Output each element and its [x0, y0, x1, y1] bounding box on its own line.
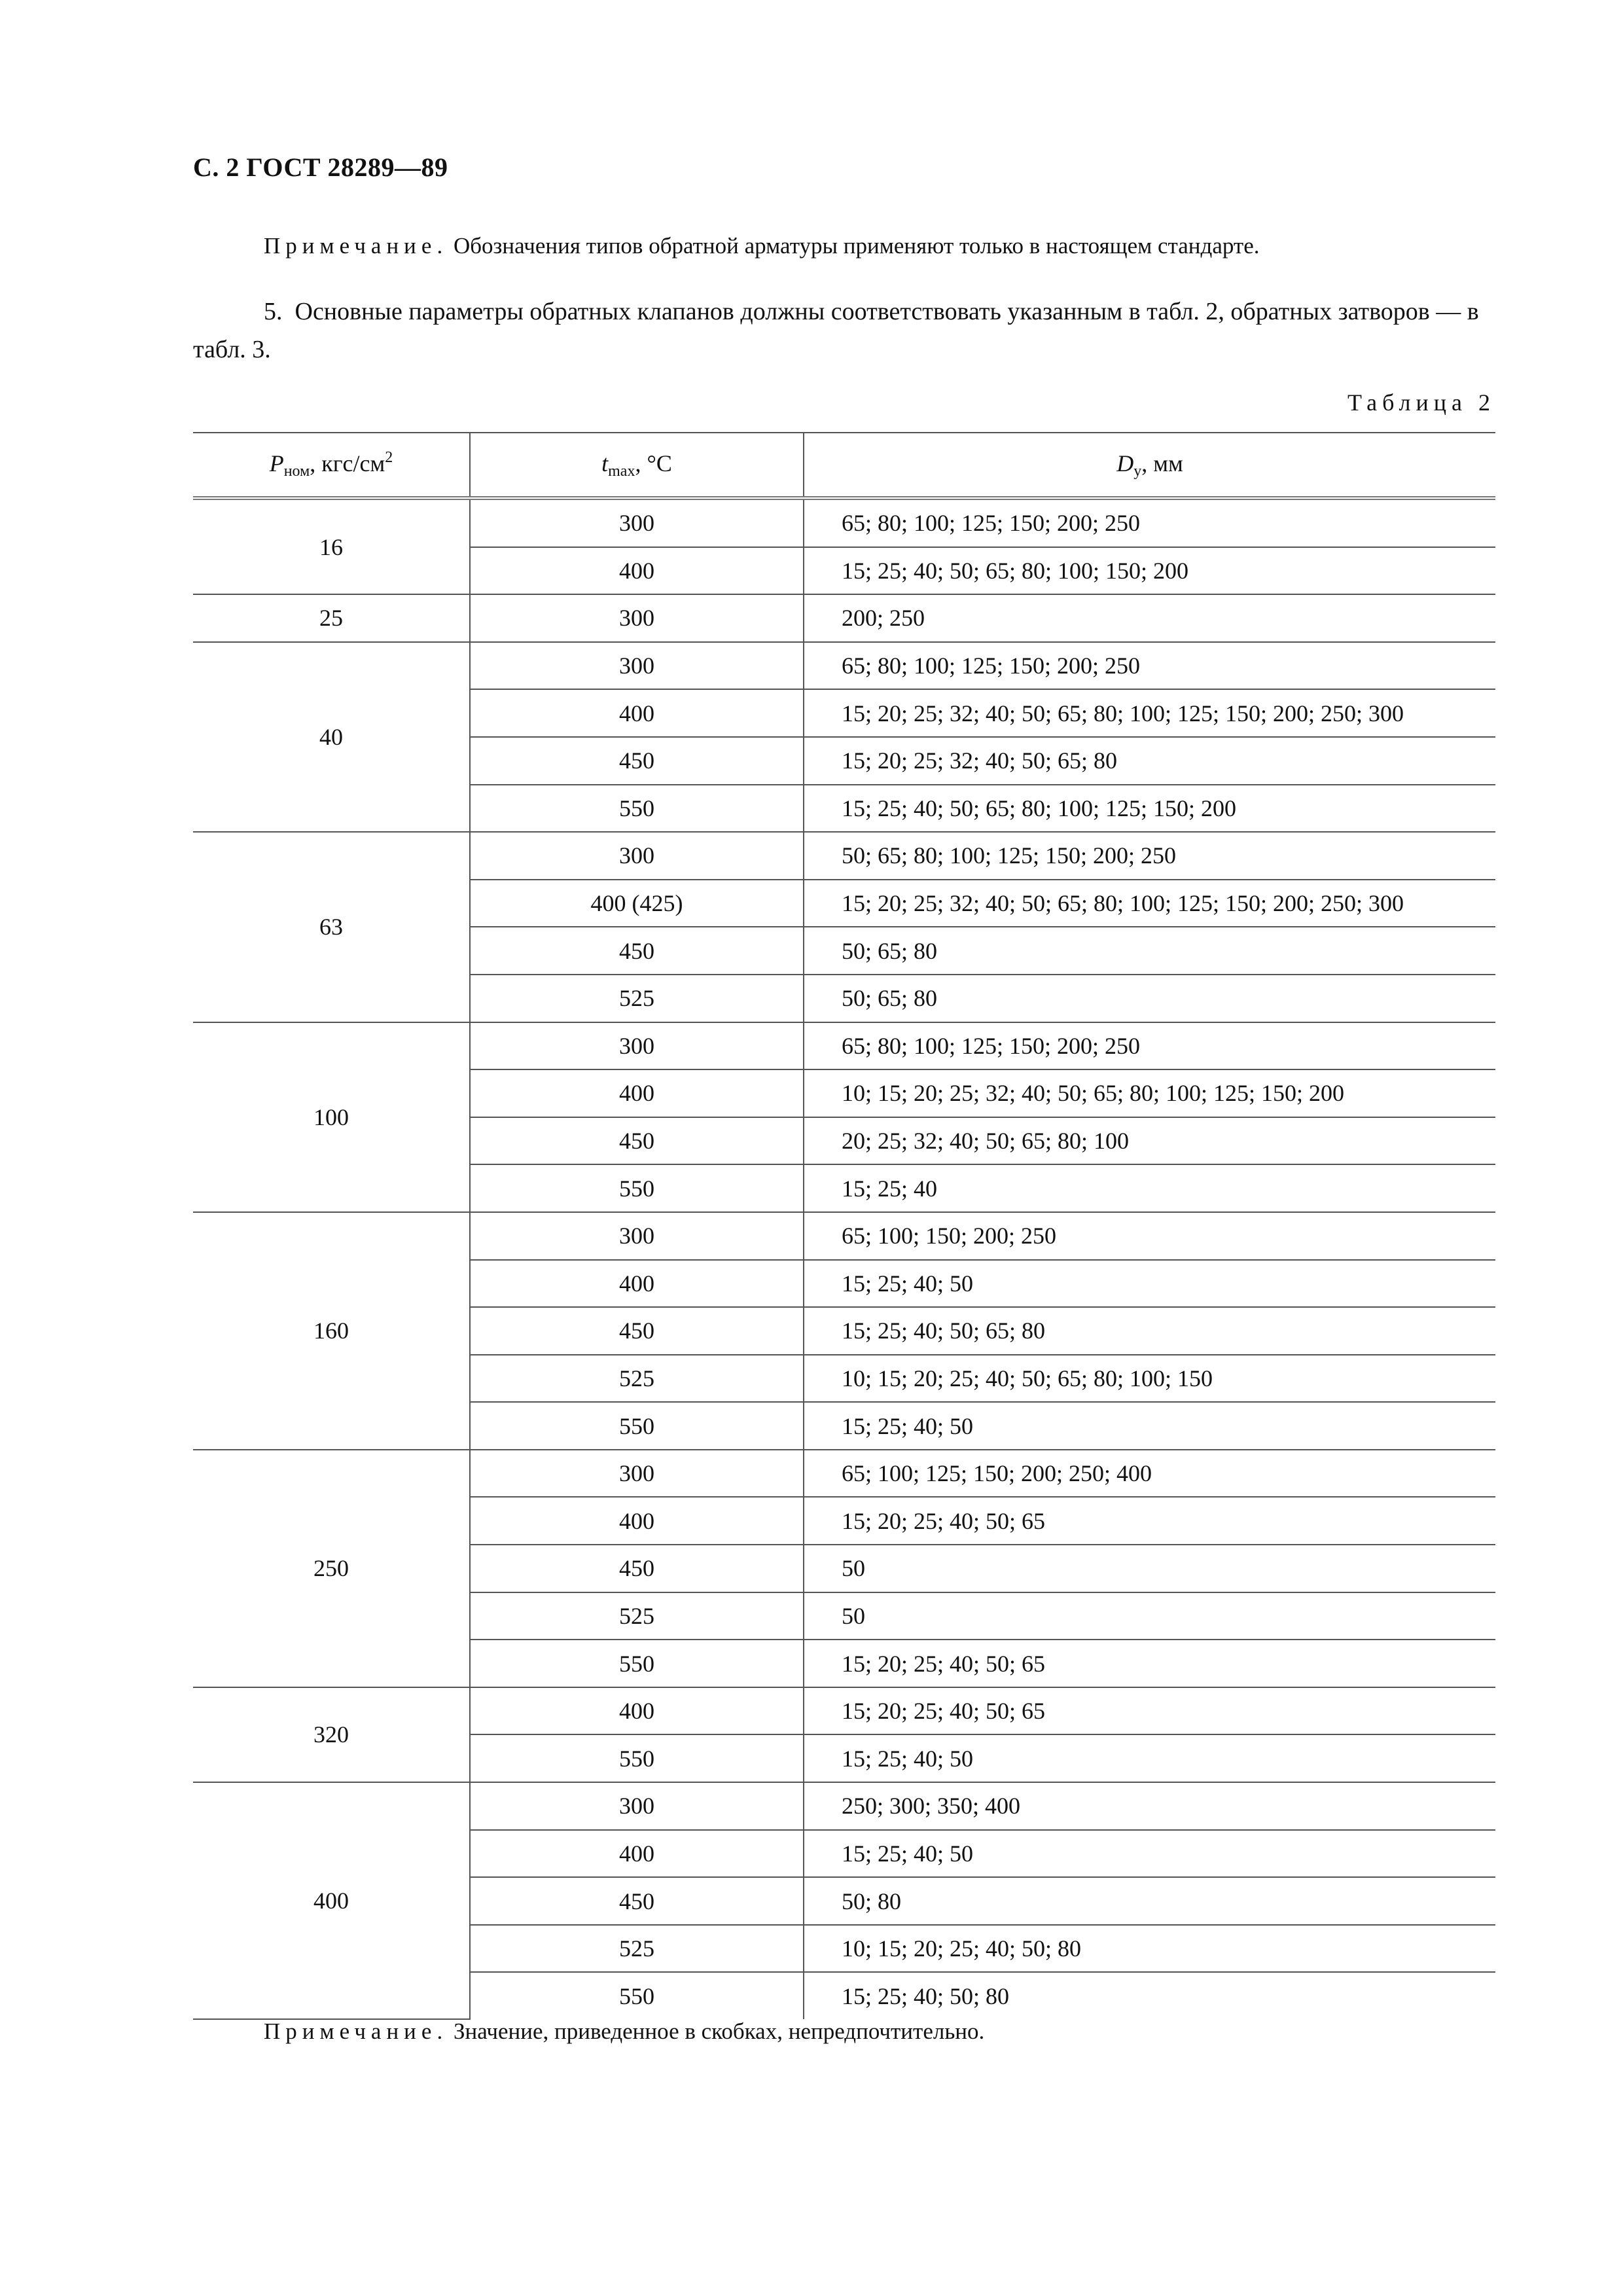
temperature-cell: 450: [470, 1877, 804, 1925]
diameter-cell: 50; 65; 80: [804, 927, 1495, 975]
diameter-cell: 15; 20; 25; 32; 40; 50; 65; 80; 100; 125; 150; 200; 250; 300: [804, 880, 1495, 927]
diameter-cell: 20; 25; 32; 40; 50; 65; 80; 100: [804, 1117, 1495, 1165]
note-top: [264, 233, 1259, 259]
temperature-cell: 400: [470, 1497, 804, 1545]
diameter-cell: 10; 15; 20; 25; 32; 40; 50; 65; 80; 100; 125; 150; 200: [804, 1069, 1495, 1117]
diameter-cell: 15; 25; 40; 50; 65; 80; 100; 125; 150; 200: [804, 785, 1495, 833]
diameter-cell: 15; 25; 40; 50: [804, 1830, 1495, 1878]
pressure-cell: 16: [193, 498, 470, 594]
diameter-cell: 15; 25; 40; 50; 80: [842, 1982, 1010, 2009]
diameter-cell: 15; 25; 40; 50; 65; 80: [804, 1307, 1495, 1355]
diameter-cell: 15; 20; 25; 40; 50; 65: [804, 1640, 1495, 1687]
header-temperature: $t_{max}$, °C: [470, 433, 804, 498]
section-number: 5.: [264, 298, 283, 325]
temperature-cell: 450: [470, 1545, 804, 1592]
diameter-cell: 15; 25; 40: [804, 1164, 1495, 1212]
header-pressure: $P_{ном}$, кгс/$см^2$: [193, 433, 470, 498]
diameter-cell: 15; 20; 25; 40; 50; 65: [804, 1497, 1495, 1545]
temperature-cell: 300: [470, 832, 804, 880]
section-5-paragraph: [193, 293, 1495, 368]
temperature-cell: 300: [470, 1212, 804, 1260]
temperature-cell: 300: [470, 1450, 804, 1498]
diameter-cell: 15; 25; 40; 50: [804, 1734, 1495, 1782]
table-row: [193, 642, 1495, 690]
temperature-cell: 450: [470, 1117, 804, 1165]
pressure-cell: 160: [193, 1212, 470, 1450]
temperature-cell: 550: [470, 1734, 804, 1782]
diameter-cell: 15; 20; 25; 40; 50; 65: [804, 1687, 1495, 1735]
table-row: [193, 1450, 1495, 1498]
temperature-cell: 400: [470, 689, 804, 737]
diameter-cell: 15; 25; 40; 50; 65; 80; 100; 150; 200: [804, 547, 1495, 595]
note-top-text: Обозначения типов обратной арматуры применяют только в настоящем стандарте.: [448, 233, 1260, 259]
diameter-cell: 50: [804, 1545, 1495, 1592]
temperature-cell: 400: [470, 1830, 804, 1878]
parameters-table: [193, 432, 1495, 2020]
table-row: [193, 832, 1495, 880]
diameter-cell: 50: [804, 1592, 1495, 1640]
diameter-cell: 65; 80; 100; 125; 150; 200; 250: [804, 642, 1495, 690]
diameter-cell: 15; 20; 25; 32; 40; 50; 65; 80; 100; 125; 150; 200; 250; 300: [804, 689, 1495, 737]
temperature-cell: 300: [470, 642, 804, 690]
diameter-cell: 50; 65; 80: [804, 975, 1495, 1022]
temperature-cell: 400 (425): [470, 880, 804, 927]
temperature-cell: 400: [470, 1069, 804, 1117]
diameter-cell: 15; 20; 25; 32; 40; 50; 65; 80: [804, 737, 1495, 785]
table-row: [193, 1212, 1495, 1260]
section-text: Основные параметры обратных клапанов должны соответствовать указанным в табл. 2, обратных затворов — в табл. 3.: [193, 298, 1479, 363]
temperature-cell: 525: [470, 1925, 804, 1973]
note-bottom-label: Примечание.: [264, 2018, 448, 2044]
temperature-cell: 300: [470, 498, 804, 547]
diameter-cell: 65; 100; 125; 150; 200; 250; 400: [804, 1450, 1495, 1498]
pressure-cell: 100: [193, 1022, 470, 1212]
table-row: [193, 594, 1495, 642]
temperature-cell: 525: [470, 1355, 804, 1403]
temperature-cell: 450: [470, 1307, 804, 1355]
temperature-cell: 550: [470, 1402, 804, 1450]
temperature-cell: 550: [470, 1972, 804, 2019]
diameter-cell: 65; 80; 100; 125; 150; 200; 250: [804, 498, 1495, 547]
header-diameter: $D_у$, мм: [804, 433, 1495, 498]
table-body: [193, 498, 1495, 2019]
note-top-label: Примечание.: [264, 233, 448, 259]
diameter-cell: 200; 250: [804, 594, 1495, 642]
temperature-cell: 550: [470, 1640, 804, 1687]
diameter-cell: 15; 25; 40; 50: [804, 1402, 1495, 1450]
table-row: [193, 1687, 1495, 1735]
pressure-cell: 320: [193, 1687, 470, 1782]
table-caption: Таблица 2: [1347, 389, 1495, 416]
note-bottom-text: Значение, приведенное в скобках, непредпочтительно.: [448, 2018, 985, 2044]
table-row: [193, 1022, 1495, 1070]
temperature-cell: 300: [470, 1022, 804, 1070]
temperature-cell: 450: [470, 737, 804, 785]
page-header: С. 2 ГОСТ 28289—89: [193, 152, 448, 182]
diameter-cell: 15; 25; 40; 50: [804, 1260, 1495, 1308]
diameter-cell: 50; 65; 80; 100; 125; 150; 200; 250: [804, 832, 1495, 880]
note-bottom: [264, 2018, 984, 2045]
temperature-cell: 400: [470, 1687, 804, 1735]
temperature-cell: 525: [470, 975, 804, 1022]
table-row: [193, 498, 1495, 547]
temperature-cell: 300: [470, 594, 804, 642]
diameter-cell: 50; 80: [804, 1877, 1495, 1925]
diameter-cell: 65; 100; 150; 200; 250: [804, 1212, 1495, 1260]
diameter-cell: 10; 15; 20; 25; 40; 50; 80: [804, 1925, 1495, 1973]
temperature-cell: 525: [470, 1592, 804, 1640]
pressure-cell: 250: [193, 1450, 470, 1687]
diameter-cell: 250; 300; 350; 400: [804, 1782, 1495, 1830]
temperature-cell: 550: [470, 1164, 804, 1212]
diameter-cell: 65; 80; 100; 125; 150; 200; 250: [804, 1022, 1495, 1070]
temperature-cell: 300: [470, 1782, 804, 1830]
pressure-cell: 400: [193, 1782, 470, 2019]
diameter-cell: 10; 15; 20; 25; 40; 50; 65; 80; 100; 150: [804, 1355, 1495, 1403]
temperature-cell: 550: [470, 785, 804, 833]
pressure-cell: 63: [193, 832, 470, 1022]
pressure-cell: 25: [193, 594, 470, 642]
table-row: [193, 1782, 1495, 1830]
table-header-row: [193, 433, 1495, 498]
temperature-cell: 450: [470, 927, 804, 975]
temperature-cell: 400: [470, 1260, 804, 1308]
pressure-cell: 40: [193, 642, 470, 832]
temperature-cell: 400: [470, 547, 804, 595]
